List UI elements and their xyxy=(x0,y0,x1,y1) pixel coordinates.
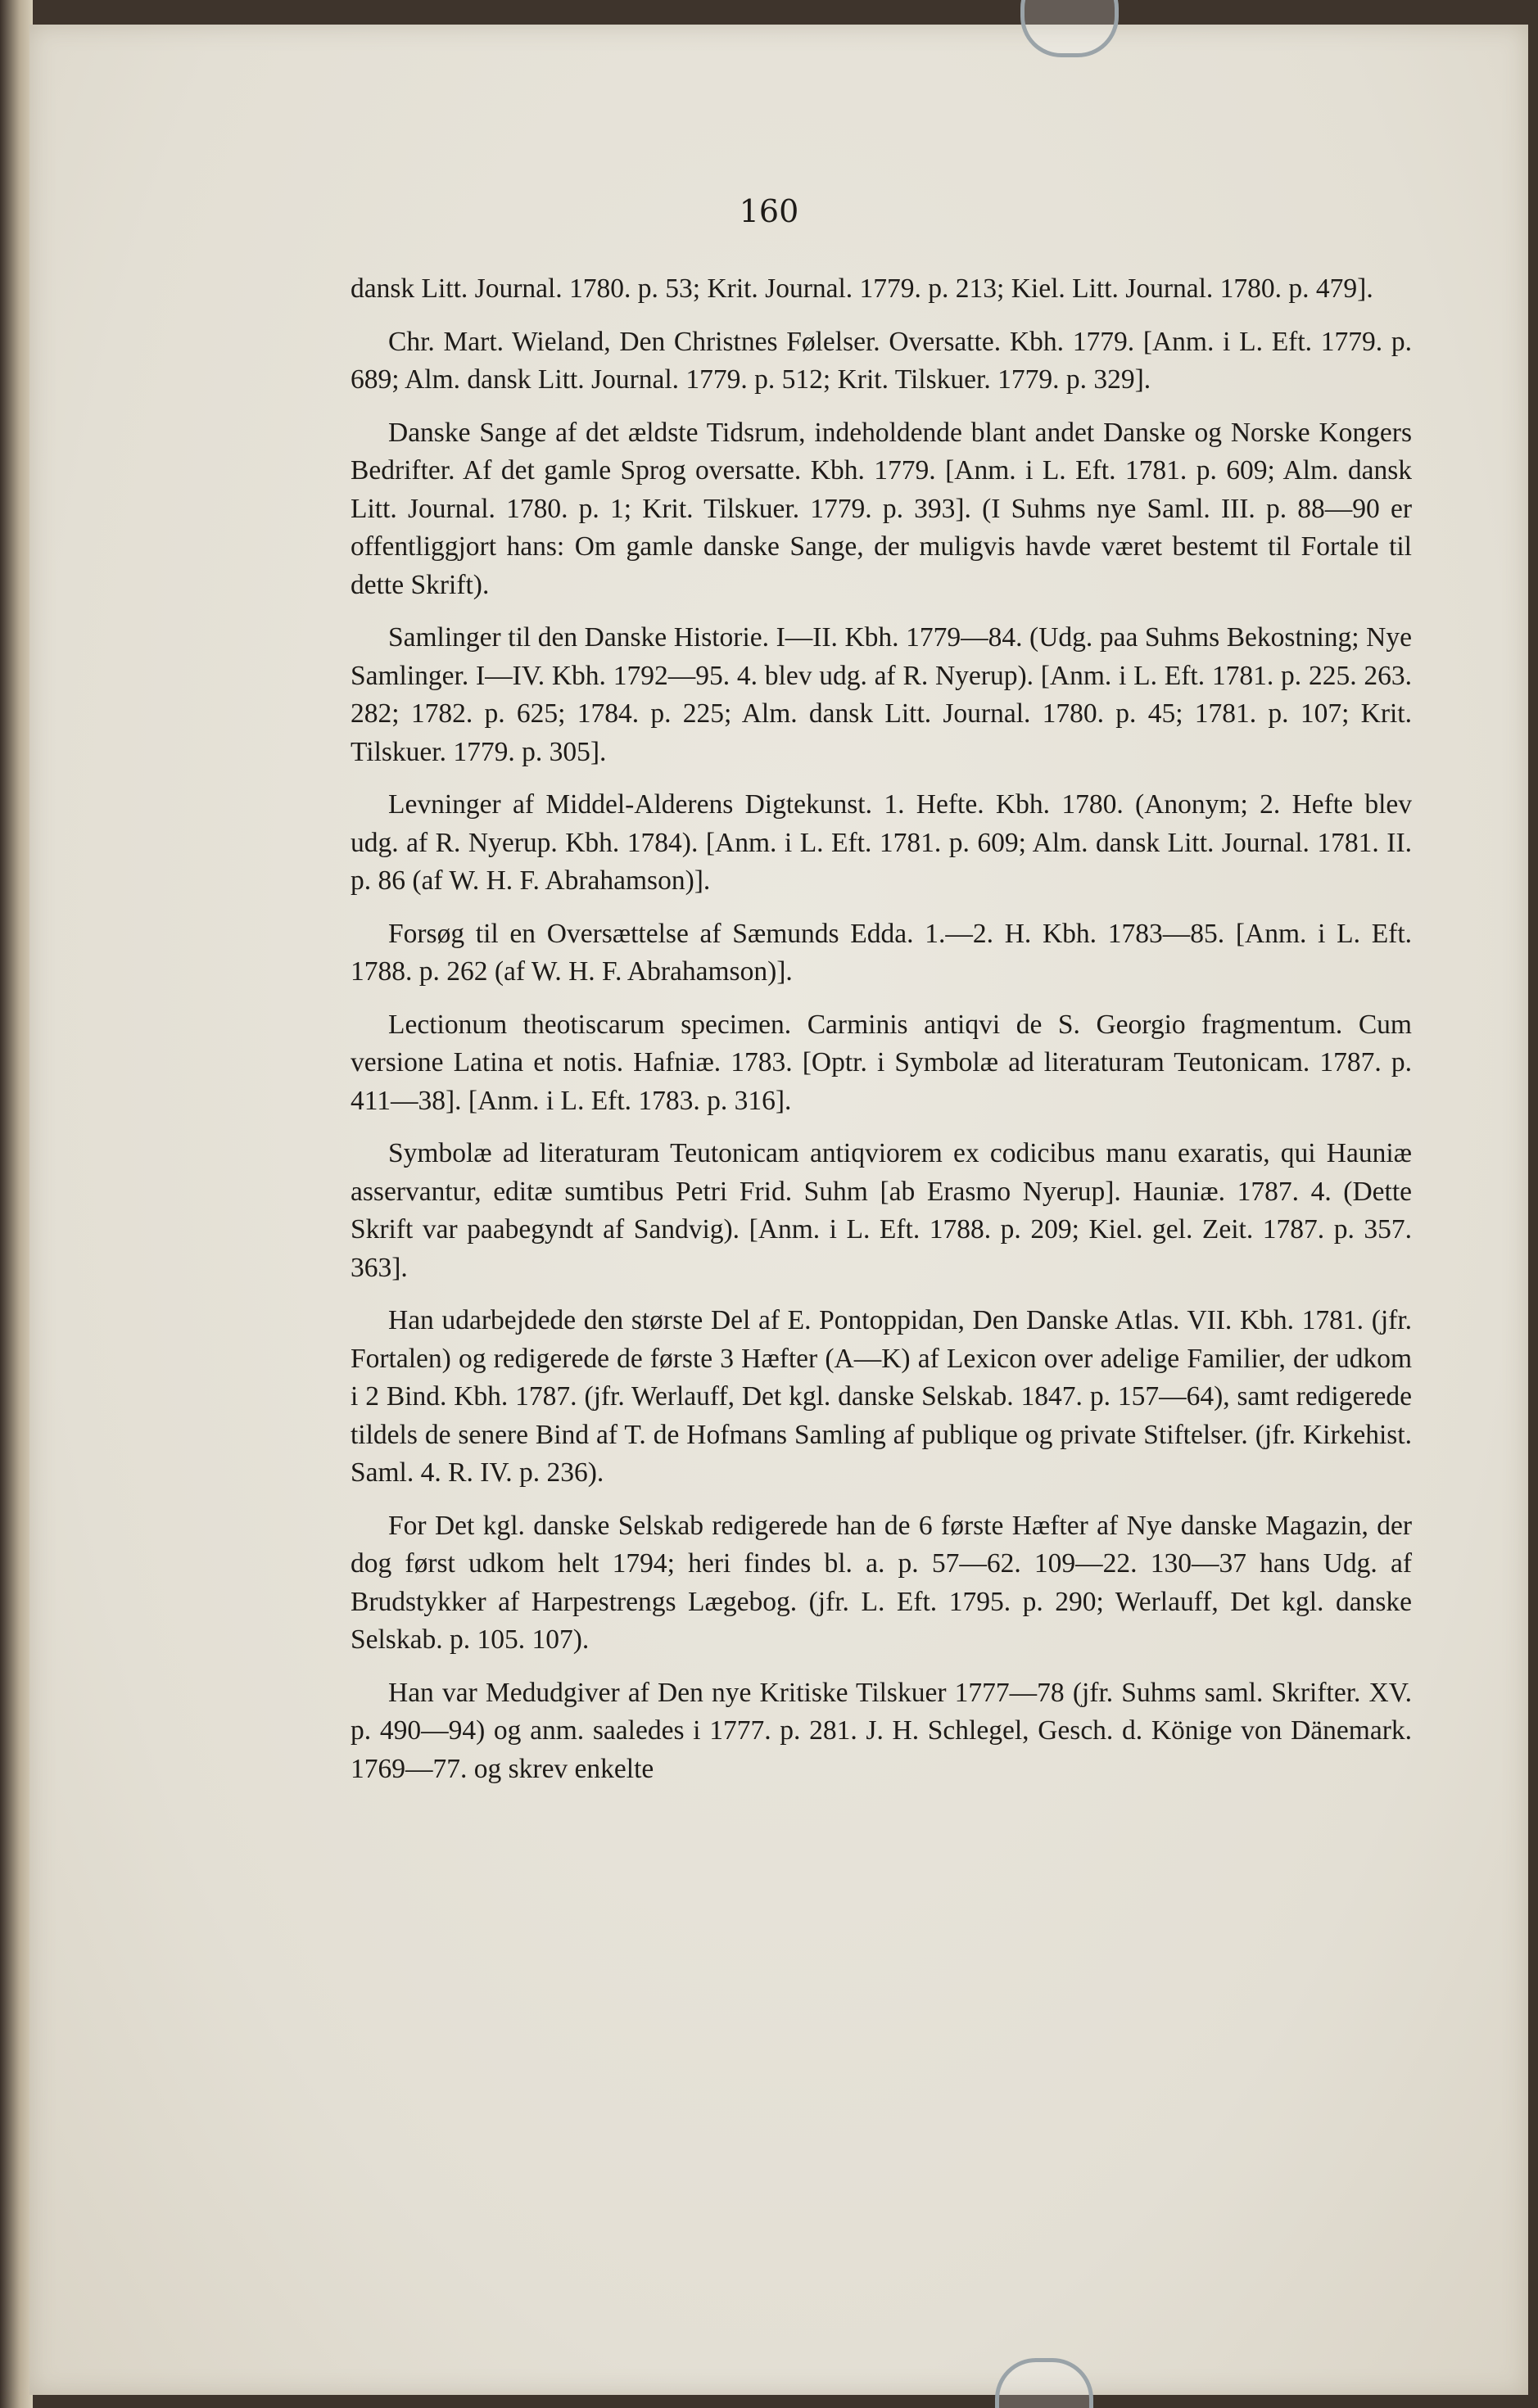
paragraph-9: Han udarbejdede den største Del af E. Pontoppidan, Den Danske Atlas. VII. Kbh. 1781. (jfr. Fortalen) og redigerede de første 3 Hæfter (A—K) af Lexicon over adelige Familier, der udkom i 2 Bind. Kbh. 1787. (jfr. Werlauff, Det kgl. danske Selskab. 1847. p. 157—64), samt redigerede tildels de senere Bind af T. de Hofmans Samling af publique og private Stiftelser. (jfr. Kirkehist. Saml. 4. R. IV. p. 236). xyxy=(351,1305,1412,1488)
book-binding-edge xyxy=(0,0,33,2408)
paragraph-3: Danske Sange af det ældste Tidsrum, indeholdende blant andet Danske og Norske Kongers Bedrifter. Af det gamle Sprog oversatte. Kbh. 1779. [Anm. i L. Eft. 1781. p. 609; Alm. dansk Litt. Journal. 1780. p. 1; Krit. Tilskuer. 1779. p. 393]. (I Suhms nye Saml. III. p. 88—90 er offentliggjort hans: Om gamle danske Sange, der muligvis havde været bestemt til Fortale til dette Skrift). xyxy=(351,417,1412,600)
paragraph-8: Symbolæ ad literaturam Teutonicam antiqviorem ex codicibus manu exaratis, qui Hauniæ asservantur, editæ sumtibus Petri Frid. Suhm [ab Erasmo Nyerup]. Hauniæ. 1787. 4. (Dette Skrift var paabegyndt af Sandvig). [Anm. i L. Eft. 1788. p. 209; Kiel. gel. Zeit. 1787. p. 357. 363]. xyxy=(351,1138,1412,1283)
page-number: 160 xyxy=(739,193,799,229)
paragraph-10: For Det kgl. danske Selskab redigerede han de 6 første Hæfter af Nye danske Magazin, der dog først udkom helt 1794; heri findes bl. a. p. 57—62. 109—22. 130—37 hans Udg. af Brudstykker af Harpestrengs Lægebog. (jfr. L. Eft. 1795. p. 290; Werlauff, Det kgl. danske Selskab. p. 105. 107). xyxy=(351,1510,1412,1655)
paragraph-7: Lectionum theotiscarum specimen. Carminis antiqvi de S. Georgio fragmentum. Cum versione Latina et notis. Hafniæ. 1783. [Optr. i Symbolæ ad literaturam Teutonicam. 1787. p. 411—38]. [Anm. i L. Eft. 1783. p. 316]. xyxy=(351,1009,1412,1116)
paragraph-1: dansk Litt. Journal. 1780. p. 53; Krit. Journal. 1779. p. 213; Kiel. Litt. Journal. 1780. p. 479]. xyxy=(351,273,1373,304)
paragraph-5: Levninger af Middel-Alderens Digtekunst. 1. Hefte. Kbh. 1780. (Anonym; 2. Hefte blev udg. af R. Nyerup. Kbh. 1784). [Anm. i L. Eft. 1781. p. 609; Alm. dansk Litt. Journal. 1781. II. p. 86 (af W. H. F. Abrahamson)]. xyxy=(351,789,1412,896)
paragraph-2: Chr. Mart. Wieland, Den Christnes Følelser. Oversatte. Kbh. 1779. [Anm. i L. Eft. 1779. p. 689; Alm. dansk Litt. Journal. 1779. p. 512; Krit. Tilskuer. 1779. p. 329]. xyxy=(351,326,1412,395)
paragraph-11: Han var Medudgiver af Den nye Kritiske Tilskuer 1777—78 (jfr. Suhms saml. Skrifter. XV. p. 490—94) og anm. saaledes i 1777. p. 281. J. H. Schlegel, Gesch. d. Könige von Dänemark. 1769—77. og skrev enkelte xyxy=(351,1677,1412,1784)
body-text xyxy=(351,270,1412,1803)
paragraph-4: Samlinger til den Danske Historie. I—II. Kbh. 1779—84. (Udg. paa Suhms Bekostning; Nye Samlinger. I—IV. Kbh. 1792—95. 4. blev udg. af R. Nyerup). [Anm. i L. Eft. 1781. p. 225. 263. 282; 1782. p. 625; 1784. p. 225; Alm. dansk Litt. Journal. 1780. p. 45; 1781. p. 107; Krit. Tilskuer. 1779. p. 305]. xyxy=(351,622,1412,767)
paragraph-6: Forsøg til en Oversættelse af Sæmunds Edda. 1.—2. H. Kbh. 1783—85. [Anm. i L. Eft. 1788. p. 262 (af W. H. F. Abrahamson)]. xyxy=(351,918,1412,987)
